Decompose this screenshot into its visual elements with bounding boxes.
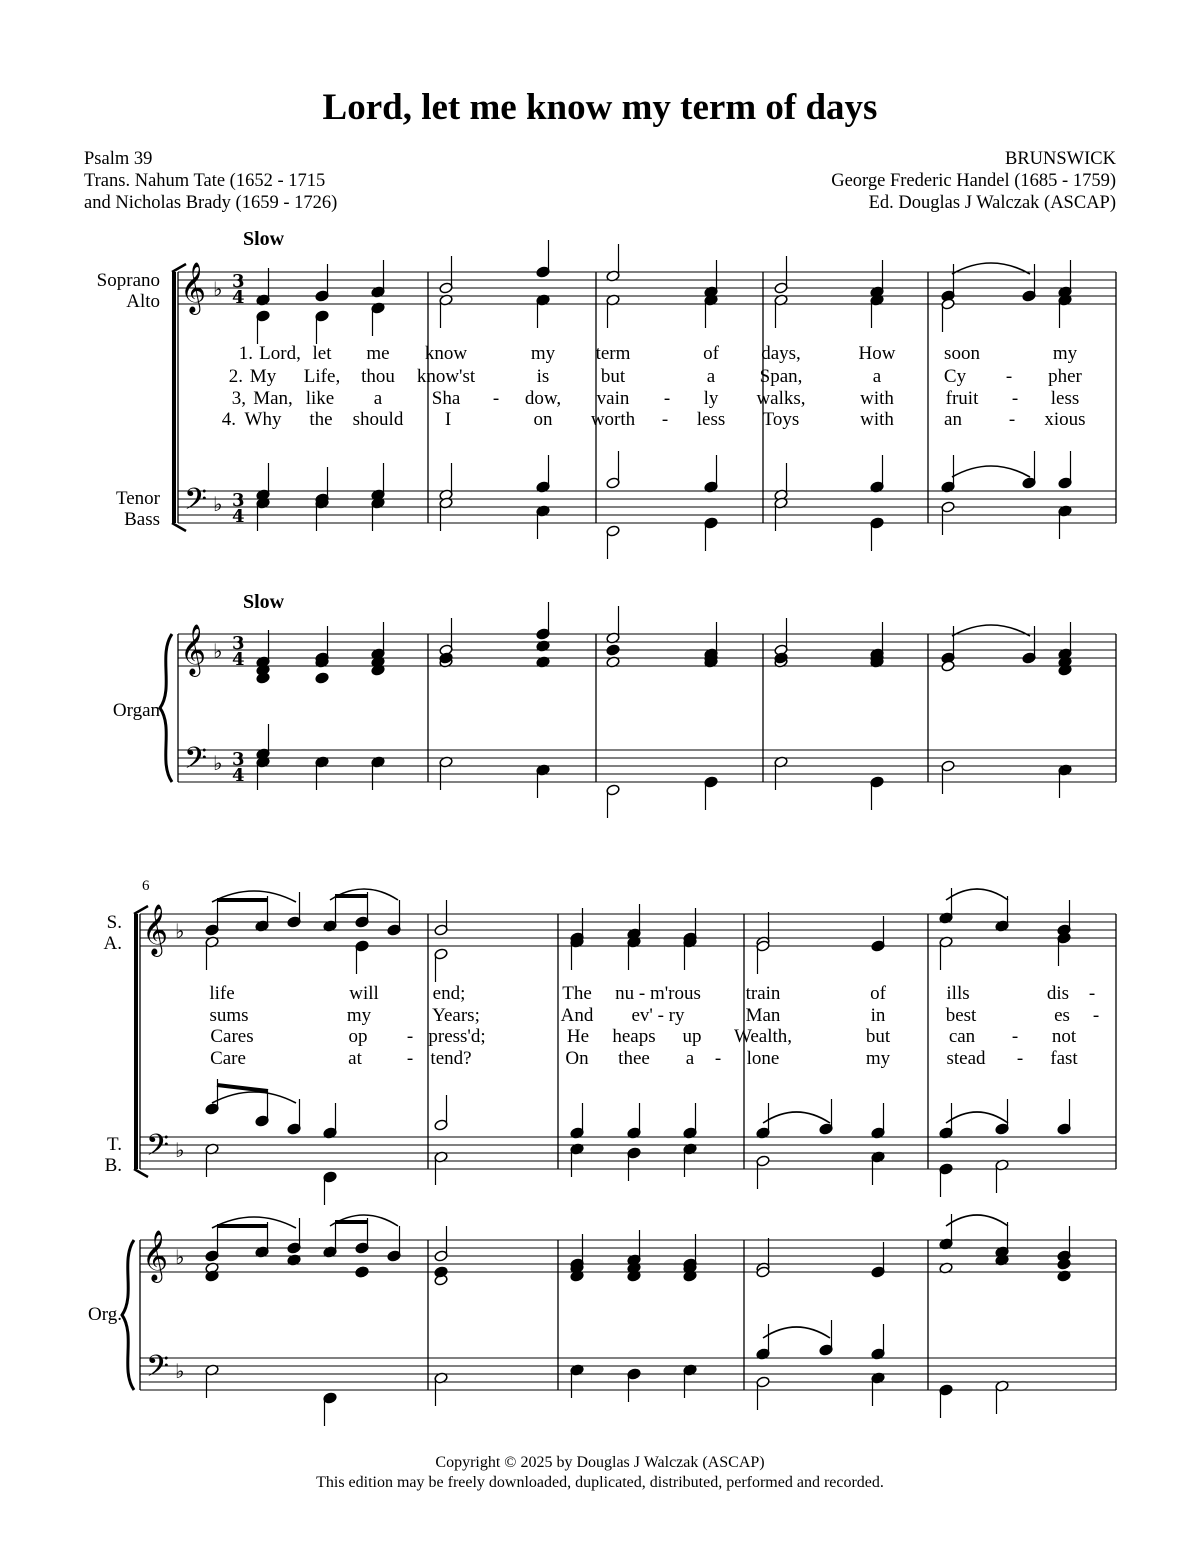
part-name-t: T.	[107, 1134, 122, 1155]
tune-name: BRUNSWICK	[1004, 149, 1116, 169]
lyric-syllable: in	[870, 1005, 886, 1026]
bass-clef-icon: 𝄢	[146, 1129, 170, 1170]
part-name-alto: Alto	[126, 291, 160, 312]
notehead	[315, 672, 329, 684]
lyric-hyphen: -	[1008, 409, 1016, 430]
lyric-syllable: can	[948, 1026, 976, 1047]
lyric-syllable: less	[1050, 388, 1080, 409]
lyric-syllable: fruit	[945, 388, 979, 409]
lyric-syllable: of	[870, 983, 886, 1004]
flat-icon: ♭	[175, 1138, 185, 1162]
lyric-hyphen: -	[1088, 983, 1096, 1004]
lyric-syllable: let	[312, 343, 332, 364]
editor-credit: Ed. Douglas J Walczak (ASCAP)	[868, 193, 1116, 213]
lyric-syllable: my	[530, 343, 556, 364]
lyric-syllable: worth	[590, 409, 636, 430]
lyric-syllable: sums	[209, 1005, 249, 1026]
bracket-bottom	[172, 523, 186, 531]
lyric-syllable: Toys	[762, 409, 800, 430]
lyric-syllable: the	[309, 409, 333, 430]
notehead	[355, 1266, 369, 1278]
time-signature-bottom: 4	[232, 287, 245, 308]
lyric-syllable: a	[373, 388, 383, 409]
part-name-soprano: Soprano	[96, 270, 160, 291]
translator-credit: Trans. Nahum Tate (1652 - 1715	[84, 171, 326, 191]
brace-icon	[122, 1240, 134, 1390]
lyric-syllable: but	[600, 366, 626, 387]
flat-icon: ♭	[213, 639, 223, 663]
beam	[217, 1085, 268, 1091]
translator-credit-2: and Nicholas Brady (1659 - 1726)	[84, 193, 338, 213]
lyric-syllable: Years;	[432, 1005, 480, 1026]
slur	[946, 1215, 1008, 1226]
lyric-syllable: me	[366, 343, 390, 364]
lyric-syllable: tend?	[430, 1048, 472, 1069]
part-name-bass: Bass	[124, 509, 160, 530]
lyric-syllable: like	[305, 388, 335, 409]
notehead	[606, 644, 620, 656]
lyric-hyphen: -	[714, 1048, 722, 1069]
bass-clef-icon: 𝄢	[184, 483, 208, 524]
lyric-syllable: Why	[244, 409, 282, 430]
copyright-footer	[0, 1453, 1200, 1493]
lyric-syllable: My	[249, 366, 277, 387]
lyric-syllable: fast	[1050, 1048, 1078, 1069]
slur	[763, 1327, 830, 1338]
composer-credit: George Frederic Handel (1685 - 1759)	[831, 171, 1116, 191]
verse-number: 4.	[221, 409, 236, 430]
page-title: Lord, let me know my term of days	[322, 87, 878, 128]
lyric-syllable: dis	[1046, 983, 1070, 1004]
time-signature-bottom: 4	[232, 506, 245, 527]
lyric-syllable: Sha	[431, 388, 461, 409]
lyric-syllable: soon	[944, 343, 980, 364]
lyric-syllable: a	[872, 366, 882, 387]
lyric-syllable: I	[444, 409, 452, 430]
lyric-syllable: nu - m'rous	[615, 983, 701, 1004]
lyric-hyphen: -	[1011, 1026, 1019, 1047]
copyright-line: Copyright © 2025 by Douglas J Walczak (ASCAP)	[435, 1454, 765, 1471]
part-name-b: B.	[104, 1155, 122, 1176]
time-signature-top: 3	[232, 271, 245, 292]
lyric-syllable: an	[944, 409, 962, 430]
lyric-syllable: Man	[745, 1005, 781, 1026]
lyric-syllable: not	[1051, 1026, 1077, 1047]
flat-icon: ♭	[213, 277, 223, 301]
lyric-syllable: at	[348, 1048, 362, 1069]
lyric-syllable: Cares	[210, 1026, 254, 1047]
lyric-syllable: stead	[946, 1048, 986, 1069]
lyric-syllable: my	[1052, 343, 1078, 364]
lyric-hyphen: -	[406, 1026, 414, 1047]
lyric-syllable: On	[565, 1048, 589, 1069]
lyric-syllable: ly	[703, 388, 719, 409]
lyric-syllable: is	[536, 366, 550, 387]
bass-clef-icon: 𝄢	[184, 742, 208, 783]
lyric-syllable: life	[209, 983, 235, 1004]
tempo-marking-organ: Slow	[243, 591, 285, 613]
part-name-a: A.	[103, 933, 122, 954]
lyric-syllable: pher	[1048, 366, 1082, 387]
part-name-tenor: Tenor	[115, 488, 160, 509]
flat-icon: ♭	[213, 751, 223, 775]
lyric-syllable: on	[533, 409, 553, 430]
lyric-syllable: train	[745, 983, 781, 1004]
lyric-syllable: days,	[761, 343, 801, 364]
lyric-syllable: up	[682, 1026, 702, 1047]
lyric-syllable: press'd;	[428, 1026, 486, 1047]
lyric-syllable: Cy	[943, 366, 967, 387]
lyric-syllable: term	[595, 343, 631, 364]
lyric-syllable: should	[352, 409, 404, 430]
lyric-syllable: Span,	[759, 366, 803, 387]
lyric-syllable: Care	[210, 1048, 246, 1069]
slur	[763, 1112, 830, 1123]
part-name-org: Org.	[88, 1304, 122, 1325]
lyric-syllable: thee	[618, 1048, 650, 1069]
part-name-s: S.	[106, 912, 122, 933]
brace-icon	[160, 634, 172, 782]
time-signature-top: 3	[232, 633, 245, 654]
measure-number: 6	[142, 878, 150, 894]
lyric-hyphen: -	[492, 388, 500, 409]
lyric-syllable: ev' - ry	[631, 1005, 685, 1026]
flat-icon: ♭	[175, 1359, 185, 1383]
lyric-syllable: a	[706, 366, 716, 387]
verse-number: 3,	[231, 388, 246, 409]
lyric-hyphen: -	[663, 388, 671, 409]
psalm-reference: Psalm 39	[84, 149, 153, 169]
lyric-syllable: xious	[1044, 409, 1086, 430]
flat-icon: ♭	[175, 1245, 185, 1269]
lyric-hyphen: -	[406, 1048, 414, 1069]
lyric-syllable: but	[865, 1026, 891, 1047]
tempo-marking-choir: Slow	[243, 228, 285, 250]
slur	[946, 1112, 1008, 1123]
treble-clef-icon: 𝄞	[180, 624, 207, 675]
lyric-syllable: end;	[432, 983, 466, 1004]
slur	[952, 466, 1030, 477]
lyric-syllable: with	[860, 409, 894, 430]
lyric-syllable: thou	[361, 366, 395, 387]
lyric-syllable: of	[703, 343, 719, 364]
lyric-syllable: Wealth,	[733, 1026, 793, 1047]
lyric-syllable: How	[858, 343, 896, 364]
license-line: This edition may be freely downloaded, duplicated, distributed, performed and recorded.	[316, 1474, 884, 1491]
lyric-syllable: know	[424, 343, 468, 364]
lyric-syllable: lone	[746, 1048, 780, 1069]
lyric-syllable: es	[1054, 1005, 1070, 1026]
lyric-syllable: will	[349, 983, 379, 1004]
lyric-syllable: my	[865, 1048, 891, 1069]
lyric-syllable: my	[346, 1005, 372, 1026]
lyric-hyphen: -	[661, 409, 669, 430]
lyric-syllable: walks,	[756, 388, 806, 409]
lyric-hyphen: -	[1016, 1048, 1024, 1069]
time-signature-bottom: 4	[232, 649, 245, 670]
lyric-syllable: And	[560, 1005, 594, 1026]
lyric-syllable: less	[696, 409, 726, 430]
lyric-syllable: best	[945, 1005, 977, 1026]
lyric-hyphen: -	[1005, 366, 1013, 387]
lyric-syllable: know'st	[416, 366, 476, 387]
slur	[212, 1092, 296, 1103]
lyric-hyphen: -	[1092, 1005, 1100, 1026]
lyric-syllable: The	[562, 983, 592, 1004]
treble-clef-icon: 𝄞	[142, 904, 169, 955]
lyric-syllable: Man,	[253, 388, 293, 409]
lyric-syllable: ills	[946, 983, 970, 1004]
lyric-hyphen: -	[1011, 388, 1019, 409]
lyric-syllable: Lord,	[259, 343, 301, 364]
slur	[946, 889, 1008, 900]
flat-icon: ♭	[175, 919, 185, 943]
lyric-syllable: He	[566, 1026, 590, 1047]
treble-clef-icon: 𝄞	[142, 1230, 169, 1281]
treble-clef-icon: 𝄞	[180, 262, 207, 313]
lyric-syllable: Life,	[303, 366, 341, 387]
bracket-bottom	[134, 1169, 148, 1177]
part-name-organ: Organ	[112, 700, 160, 721]
flat-icon: ♭	[213, 492, 223, 516]
lyric-syllable: dow,	[524, 388, 562, 409]
lyric-syllable: vain	[596, 388, 630, 409]
bass-clef-icon: 𝄢	[146, 1350, 170, 1391]
lyric-syllable: heaps	[612, 1026, 656, 1047]
verse-number: 1.	[238, 343, 253, 364]
lyric-syllable: with	[860, 388, 894, 409]
lyric-syllable: a	[685, 1048, 695, 1069]
time-signature-top: 3	[232, 490, 245, 511]
verse-number: 2.	[228, 366, 243, 387]
time-signature-bottom: 4	[232, 765, 245, 786]
time-signature-top: 3	[232, 749, 245, 770]
lyric-syllable: op	[348, 1026, 368, 1047]
